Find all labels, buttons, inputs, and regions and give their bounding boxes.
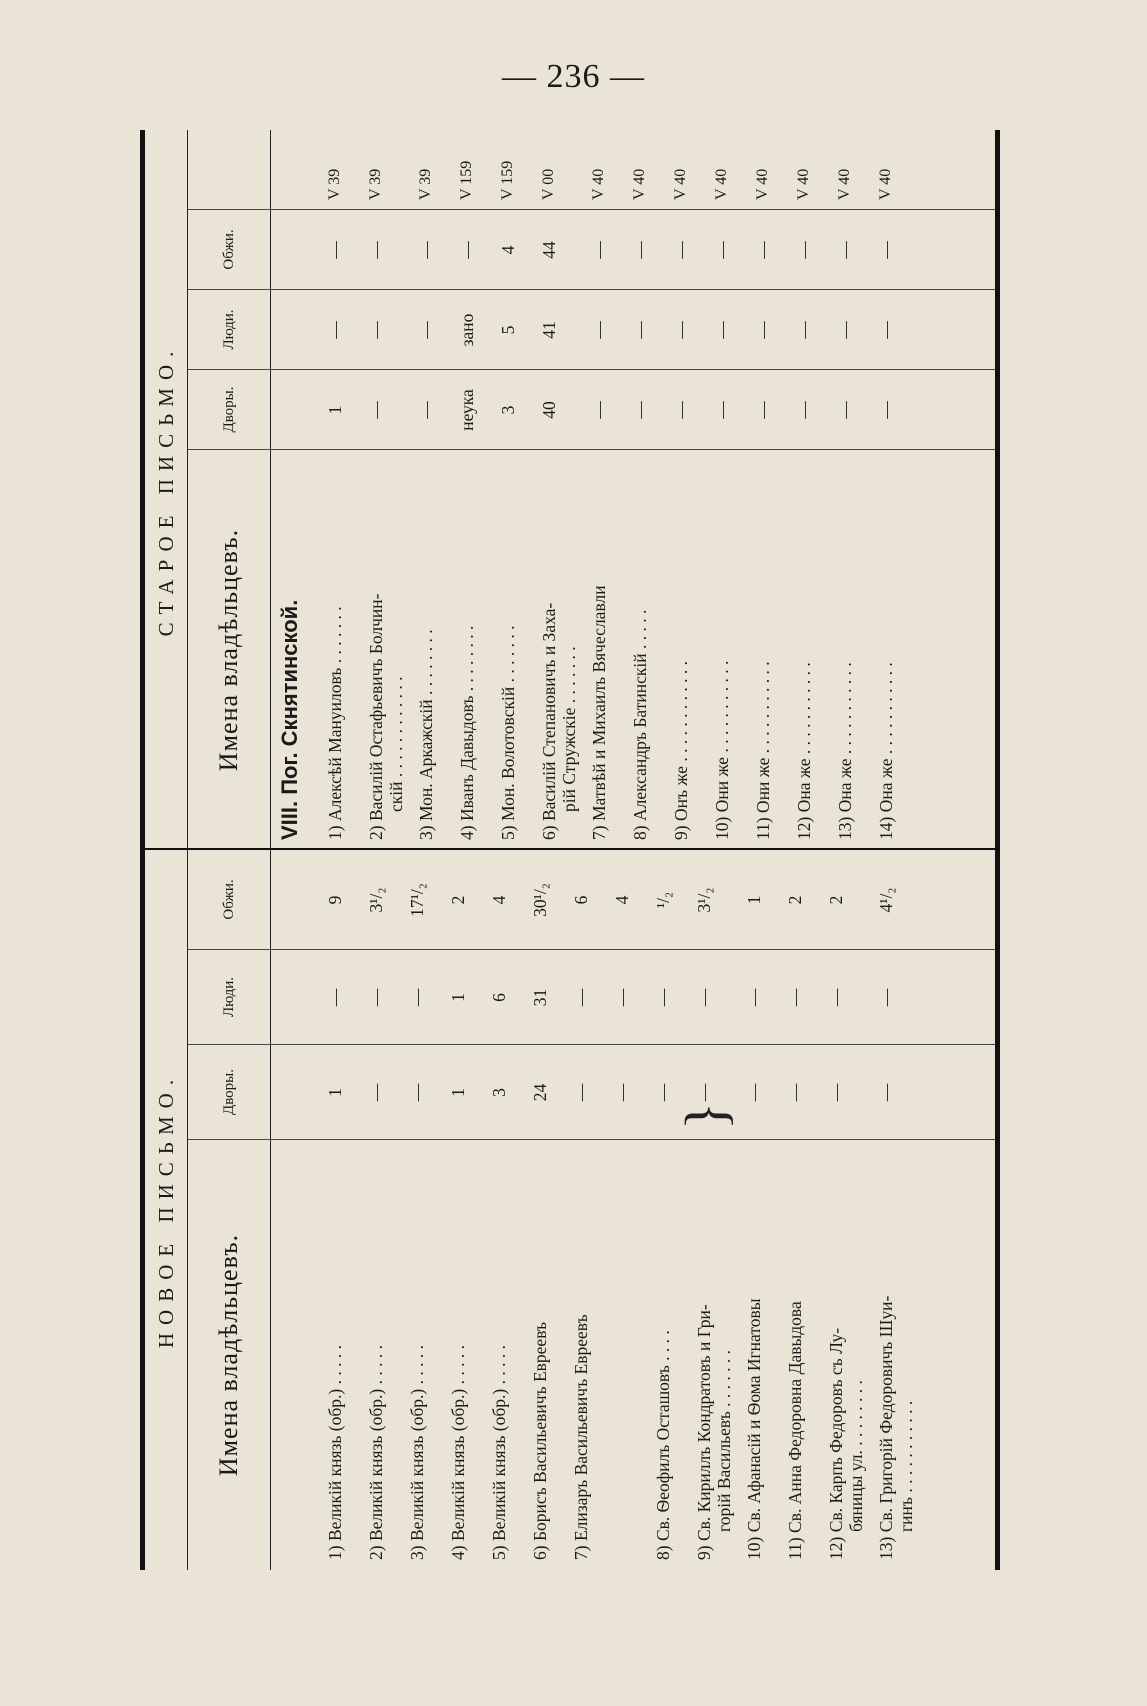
obzhi-value: ¹/₂ <box>653 891 673 909</box>
obzhi-value: 1 <box>744 895 764 905</box>
lyudi-value: 6 <box>489 993 509 1002</box>
owner-name: 13) Св. Григорій Федоровичъ Шуи- гинъ . . . . . . . . . . . <box>876 1295 916 1560</box>
owner-name: 11) Они же . . . . . . . . . . . <box>753 661 773 840</box>
lyudi-value: — <box>835 321 855 339</box>
lyudi-value: — <box>694 988 714 1007</box>
dvory-value: 3 <box>498 405 518 415</box>
dvory-value: — <box>589 401 609 419</box>
obzhi-value: 4 <box>489 895 509 905</box>
header-lyudi: Люди. <box>188 290 270 370</box>
obzhi-value: 9 <box>325 895 345 905</box>
rotated-register-table <box>140 130 1000 1570</box>
owner-name: 4) Иванъ Давыдовъ . . . . . . . . <box>457 625 477 840</box>
reference-note: V 40 <box>754 168 771 200</box>
header-lyudi: Люди. <box>188 950 270 1045</box>
owner-name: 13) Она же . . . . . . . . . . . <box>835 662 855 840</box>
lyudi-value: — <box>325 988 345 1007</box>
dvory-value: — <box>744 1083 764 1102</box>
obzhi-value: — <box>876 241 896 259</box>
owner-name: 11) Св. Анна Федоровна Давыдова <box>785 1301 805 1560</box>
owner-name: 9) Св. Кириллъ Кондратовъ и Гри- горій Васильевъ . . . . . . . <box>694 1304 734 1560</box>
new-register-headers <box>188 850 271 1570</box>
dvory-value: 3 <box>489 1088 509 1097</box>
dvory-value: — <box>785 1083 805 1102</box>
header-obzhi: Обжи. <box>188 210 270 290</box>
dvory-value: — <box>407 1083 427 1102</box>
obzhi-value: — <box>671 241 691 259</box>
header-obzhi: Обжи. <box>188 850 270 950</box>
lyudi-value: — <box>785 988 805 1007</box>
lyudi-value: — <box>826 988 846 1007</box>
reference-note: V 159 <box>458 160 475 200</box>
lyudi-value: — <box>744 988 764 1007</box>
obzhi-value: 44 <box>539 241 559 259</box>
obzhi-value: 4 <box>612 895 632 905</box>
dvory-value: — <box>612 1083 632 1102</box>
lyudi-value: — <box>653 988 673 1007</box>
dvory-value: 1 <box>448 1088 468 1097</box>
lyudi-value: — <box>366 988 386 1007</box>
obzhi-value: — <box>794 241 814 259</box>
dvory-value: — <box>366 1083 386 1102</box>
dvory-value: — <box>835 401 855 419</box>
old-register-title: СТАРОЕ ПИСЬМО. <box>145 130 188 850</box>
lyudi-value: — <box>407 988 427 1007</box>
obzhi-value: — <box>753 241 773 259</box>
register-table <box>140 130 1000 1570</box>
lyudi-value: — <box>876 321 896 339</box>
owner-name: 3) Мон. Аркажскій . . . . . . . . <box>416 629 436 840</box>
obzhi-value: 2 <box>785 895 805 905</box>
owner-name: 5) Мон. Волотовскій . . . . . . . <box>498 625 518 840</box>
owner-name: 5) Великій князь (обр.) . . . . . <box>489 1345 509 1560</box>
dvory-value: — <box>630 401 650 419</box>
reference-note: V 39 <box>417 168 434 200</box>
obzhi-value: 3¹/₂ <box>366 887 386 913</box>
reference-note: V 159 <box>499 160 516 200</box>
dvory-value: 1 <box>325 1088 345 1097</box>
subsection-title: VIII. Пог. Скнятинской. <box>277 599 302 840</box>
header-dvory: Дворы. <box>188 370 270 450</box>
dvory-value: неука <box>457 389 477 431</box>
dvory-value: 24 <box>530 1083 550 1102</box>
obzhi-value: 4¹/₂ <box>876 887 896 913</box>
obzhi-value: — <box>835 241 855 259</box>
brace-mark: } <box>673 1102 738 1130</box>
owner-name: 14) Она же . . . . . . . . . . . <box>876 662 896 840</box>
dvory-value: — <box>366 401 386 419</box>
obzhi-value: — <box>630 241 650 259</box>
lyudi-value: 5 <box>498 325 518 335</box>
lyudi-value: зано <box>457 313 477 347</box>
obzhi-value: — <box>457 241 477 259</box>
new-register-title: НОВОЕ ПИСЬМО. <box>145 850 188 1570</box>
obzhi-value: 2 <box>448 895 468 905</box>
dvory-value: — <box>694 1083 714 1102</box>
lyudi-value: 1 <box>448 993 468 1002</box>
lyudi-value: — <box>612 988 632 1007</box>
obzhi-value: 30¹/₂ <box>530 883 550 917</box>
reference-note: V 40 <box>795 168 812 200</box>
reference-note: V 40 <box>672 168 689 200</box>
reference-note: V 40 <box>590 168 607 200</box>
obzhi-value: — <box>589 241 609 259</box>
owner-name: 3) Великій князь (обр.) . . . . . <box>407 1345 427 1560</box>
owner-name: 8) Св. Ѳеофилъ Осташовъ . . . . <box>653 1330 673 1560</box>
dvory-value: 1 <box>325 405 345 415</box>
owner-name: 2) Великій князь (обр.) . . . . . <box>366 1345 386 1560</box>
old-register-headers <box>188 130 271 850</box>
reference-note: V 39 <box>326 168 343 200</box>
dvory-value: 40 <box>539 401 559 419</box>
owner-name: 10) Св. Афанасій и Ѳома Игнатовы <box>744 1298 764 1560</box>
owner-name: 7) Матвѣй и Михаилъ Вячеславли <box>589 585 609 840</box>
dvory-value: — <box>876 1083 896 1102</box>
reference-note: V 40 <box>877 168 894 200</box>
obzhi-value: 4 <box>498 245 518 255</box>
lyudi-value: — <box>325 321 345 339</box>
reference-note: V 40 <box>631 168 648 200</box>
reference-note: V 40 <box>713 168 730 200</box>
obzhi-value: 17¹/₂ <box>407 883 427 917</box>
owner-name: 4) Великій князь (обр.) . . . . . <box>448 1345 468 1560</box>
lyudi-value: — <box>794 321 814 339</box>
lyudi-value: — <box>366 321 386 339</box>
lyudi-value: — <box>876 988 896 1007</box>
lyudi-value: — <box>753 321 773 339</box>
obzhi-value: — <box>416 241 436 259</box>
owner-name: 8) Александръ Батинскій . . . . . <box>630 609 650 840</box>
lyudi-value: — <box>712 321 732 339</box>
owner-name: 9) Онъ же . . . . . . . . . . . . <box>671 660 691 840</box>
owner-name: 12) Она же . . . . . . . . . . . <box>794 662 814 840</box>
owner-name: 6) Борисъ Васильевичъ Евреевъ <box>530 1321 550 1560</box>
lyudi-value: 31 <box>530 988 550 1007</box>
reference-note: V 00 <box>540 168 557 200</box>
header-notes <box>188 130 270 210</box>
lyudi-value: — <box>589 321 609 339</box>
dvory-value: — <box>653 1083 673 1102</box>
owner-name: 1) Алексѣй Мануиловъ . . . . . . . <box>325 606 345 840</box>
obzhi-value: 6 <box>571 895 591 905</box>
old-register <box>145 130 995 850</box>
lyudi-value: 41 <box>539 321 559 339</box>
new-register <box>145 848 995 1570</box>
dvory-value: — <box>794 401 814 419</box>
lyudi-value: — <box>630 321 650 339</box>
owner-name: 10) Они же . . . . . . . . . . . <box>712 660 732 840</box>
obzhi-value: 3¹/₂ <box>694 887 714 913</box>
reference-note: V 39 <box>367 168 384 200</box>
obzhi-value: — <box>712 241 732 259</box>
dvory-value: — <box>876 401 896 419</box>
dvory-value: — <box>712 401 732 419</box>
dvory-value: — <box>826 1083 846 1102</box>
lyudi-value: — <box>671 321 691 339</box>
lyudi-value: — <box>571 988 591 1007</box>
owner-name: 7) Елизаръ Васильевичъ Евреевъ <box>571 1314 591 1560</box>
dvory-value: — <box>416 401 436 419</box>
owner-name: 12) Св. Карпъ Федоровъ съ Лу- бяницы ул. . . . . . . . . <box>826 1327 866 1560</box>
lyudi-value: — <box>416 321 436 339</box>
page-number: — 236 — <box>502 58 645 95</box>
header-names: Имена владѣльцевъ. <box>214 1233 243 1477</box>
owner-name: 2) Василій Остафьевичъ Болчин- скій . . . . . . . . . . . . <box>366 593 406 840</box>
obzhi-value: 2 <box>826 895 846 905</box>
dvory-value: — <box>753 401 773 419</box>
reference-note: V 40 <box>836 168 853 200</box>
dvory-value: — <box>671 401 691 419</box>
dvory-value: — <box>571 1083 591 1102</box>
owner-name: 6) Василій Степановичъ и Заха- рій Стружскіе . . . . . . . <box>539 602 579 840</box>
header-names: Имена владѣльцевъ. <box>214 528 243 772</box>
header-dvory: Дворы. <box>188 1045 270 1140</box>
owner-name: 1) Великій князь (обр.) . . . . . <box>325 1345 345 1560</box>
obzhi-value: — <box>366 241 386 259</box>
obzhi-value: — <box>325 241 345 259</box>
